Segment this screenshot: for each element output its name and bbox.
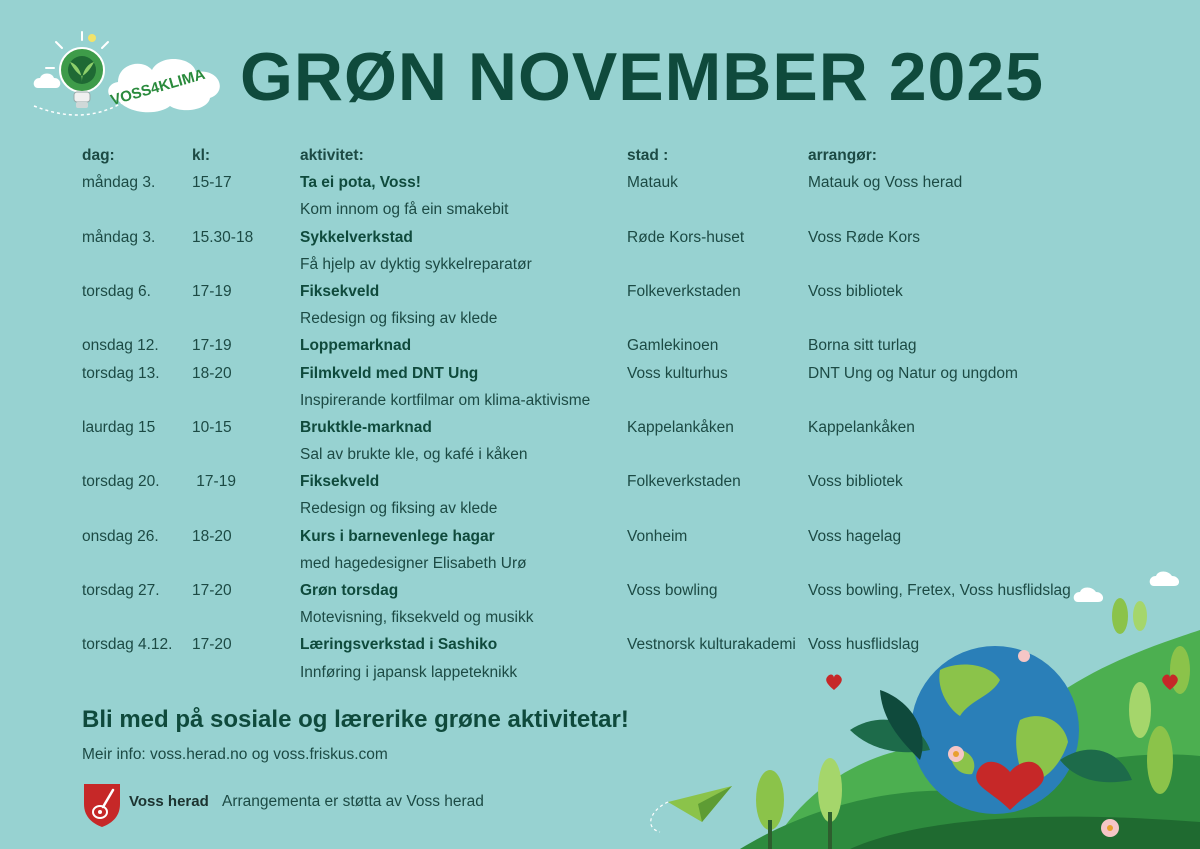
event-title: Loppemarknad: [300, 337, 412, 355]
event-time: 18-20: [192, 364, 232, 382]
event-place: Matauk: [627, 174, 678, 192]
event-day: torsdag 6.: [82, 282, 151, 300]
event-desc-row: [82, 196, 1182, 223]
event-description: Sal av brukte kle, og kafé i kåken: [300, 446, 528, 464]
event-place: Vestnorsk kulturakademi: [627, 636, 796, 654]
event-organizer: Kappelankåken: [808, 418, 915, 436]
event-description: Motevisning, fiksekveld og musikk: [300, 609, 534, 627]
event-title: Filmkveld med DNT Ung: [300, 364, 479, 382]
event-place: Vonheim: [627, 527, 688, 545]
event-desc-row: [82, 441, 1182, 468]
event-title: Ta ei pota, Voss!: [300, 174, 421, 192]
event-organizer: Borna sitt turlag: [808, 337, 917, 355]
voss4klima-logo: [30, 28, 230, 132]
event-organizer: Voss bibliotek: [808, 473, 903, 491]
event-day: torsdag 4.12.: [82, 636, 173, 654]
tagline: Bli med på sosiale og lærerike grøne aktivitetar!: [82, 706, 629, 733]
event-organizer: Voss husflidslag: [808, 636, 920, 654]
more-info: Meir info: voss.herad.no og voss.friskus.com: [82, 746, 388, 763]
event-day: torsdag 27.: [82, 582, 160, 599]
event-place: Gamlekinoen: [627, 337, 719, 355]
event-organizer: Voss Røde Kors: [808, 228, 920, 246]
event-title: Bruktkle-marknad: [300, 418, 432, 436]
event-place: Folkeverkstaden: [627, 473, 741, 491]
header-activity: aktivitet:: [300, 147, 364, 164]
event-description: Innføring i japansk lappeteknikk: [300, 663, 518, 681]
event-row: [82, 468, 1182, 495]
event-desc-row: [82, 305, 1182, 332]
event-time: 17-19: [192, 282, 232, 300]
event-organizer: Voss hagelag: [808, 527, 902, 545]
event-organizer: DNT Ung og Natur og ungdom: [808, 364, 1018, 382]
event-title: Fiksekveld: [300, 473, 380, 491]
event-description: Inspirerande kortfilmar om klima-aktivisme: [300, 391, 591, 409]
event-time: 15-17: [192, 174, 232, 192]
event-time: 17-20: [192, 636, 232, 654]
event-place: Folkeverkstaden: [627, 282, 741, 300]
event-row: [82, 169, 1182, 196]
event-day: torsdag 20.: [82, 473, 160, 491]
footer-municipality: Voss herad: [129, 793, 209, 810]
event-place: Kappelankåken: [627, 418, 734, 436]
event-row: [82, 332, 1182, 359]
event-organizer: Voss bowling, Fretex, Voss husflidslag: [808, 582, 1071, 599]
event-description: Redesign og fiksing av klede: [300, 310, 498, 328]
event-description: med hagedesigner Elisabeth Urø: [300, 554, 527, 572]
event-description: Kom innom og få ein smakebit: [300, 201, 509, 219]
event-title: Kurs i barnevenlege hagar: [300, 527, 495, 545]
cloud-icon: [1074, 572, 1179, 603]
event-desc-row: [82, 495, 1182, 522]
voss-herad-coat-of-arms-icon: [82, 782, 122, 828]
event-place: Voss kulturhus: [627, 364, 728, 382]
event-time: 17-19: [192, 337, 232, 355]
event-title: Fiksekveld: [300, 282, 380, 300]
event-day: onsdag 12.: [82, 337, 159, 355]
event-row: [82, 224, 1182, 251]
event-desc-row: [82, 387, 1182, 414]
page-title: GRØN NOVEMBER 2025: [240, 39, 1044, 115]
event-description: Få hjelp av dyktig sykkelreparatør: [300, 255, 532, 273]
lightbulb-icon: [46, 32, 108, 108]
header-place: stad :: [627, 147, 669, 164]
event-time: 17-19: [192, 473, 236, 491]
globe-illustration: [620, 560, 1200, 849]
event-time: 10-15: [192, 418, 232, 436]
event-time: 17-20: [192, 582, 232, 599]
event-place: Røde Kors-huset: [627, 228, 745, 246]
event-day: onsdag 26.: [82, 527, 159, 545]
event-day: måndag 3.: [82, 174, 156, 192]
event-row: [82, 523, 1182, 550]
event-day: laurdag 15: [82, 418, 156, 436]
event-title: Sykkelverkstad: [300, 228, 413, 246]
event-time: 15.30-18: [192, 228, 254, 246]
event-title: Læringsverkstad i Sashiko: [300, 636, 498, 654]
footer-support-text: Arrangementa er støtta av Voss herad: [222, 793, 484, 810]
header-time: kl:: [192, 147, 211, 164]
event-place: Voss bowling: [627, 582, 718, 599]
event-organizer: Matauk og Voss herad: [808, 174, 963, 192]
event-day: torsdag 13.: [82, 364, 160, 382]
event-row: [82, 414, 1182, 441]
paper-plane-icon: [651, 786, 732, 832]
event-title: Grøn torsdag: [300, 582, 399, 599]
event-row: [82, 278, 1182, 305]
header-organizer: arrangør:: [808, 147, 877, 164]
event-description: Redesign og fiksing av klede: [300, 500, 498, 518]
header-day: dag:: [82, 147, 115, 164]
event-desc-row: [82, 251, 1182, 278]
event-row: [82, 360, 1182, 387]
logo-text: VOSS4KLIMA: [108, 65, 208, 110]
event-organizer: Voss bibliotek: [808, 282, 903, 300]
event-time: 18-20: [192, 527, 232, 545]
event-day: måndag 3.: [82, 228, 156, 246]
table-header: [82, 142, 1182, 169]
